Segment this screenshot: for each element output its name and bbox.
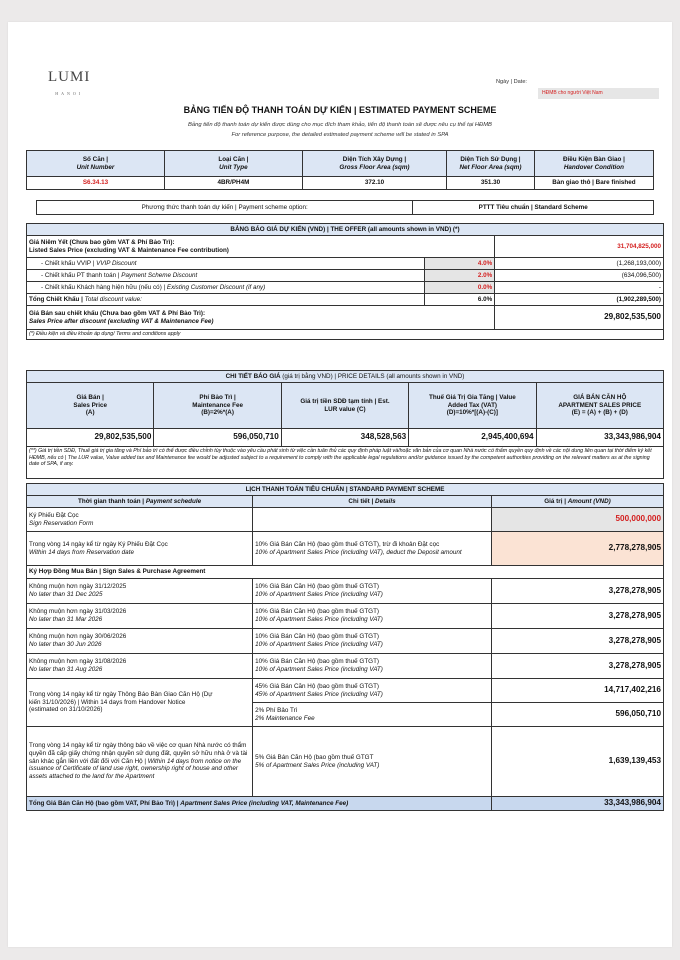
listed-price-value: 31,704,825,000 — [495, 236, 664, 258]
total-discount-label: Tổng Chiết Khấu | Total discount value: — [27, 294, 425, 306]
deposit-detail — [253, 508, 492, 532]
discount-row — [27, 258, 664, 270]
deposit-time: Ký Phiếu Đặt Cọc Sign Reservation Form — [27, 508, 253, 532]
price-details-columns — [27, 383, 664, 429]
discount-label: - Chiết khấu PT thanh toán | Payment Scheme Discount — [27, 270, 425, 282]
page-title: BẢNG TIẾN ĐỘ THANH TOÁN DỰ KIẾN | ESTIMATED PAYMENT SCHEME — [183, 105, 497, 115]
date-value: HĐMB cho người Việt Nam — [538, 88, 659, 99]
handover-row — [27, 679, 664, 703]
gross-area-header: Diện Tích Xây Dựng | Gross Floor Area (sqm) — [302, 151, 446, 177]
schedule-value-header: Giá trị | Amount (VND) — [492, 496, 664, 508]
certificate-detail: 5% Giá Bán Căn Hộ (bao gồm thuế GTGT 5% of Apartment Sales Price (including VAT) — [253, 727, 492, 797]
handover-condition-header: Điều Kiện Bàn Giao | Handover Condition — [534, 151, 653, 177]
deposit-value: 500,000,000 — [492, 508, 664, 532]
reference-note-vi: Bảng tiến độ thanh toán dự kiến được dùng cho mục đích tham khảo, tiến độ thanh toán sẽ được nêu cụ thể tại HĐMB — [188, 122, 492, 128]
after-discount-label: Giá Bán sau chiết khấu (Chưa bao gồm VAT & Phí Bảo Trì): Sales Price after discount (excluding VAT & Maintenance Fee) — [27, 306, 495, 330]
grand-total-value: 33,343,986,904 — [492, 797, 664, 811]
installment-detail: 10% Giá Bán Căn Hộ (bao gồm thuế GTGT) 10% of Apartment Sales Price (including VAT) — [253, 654, 492, 679]
sales-price-value: 29,802,535,500 — [27, 429, 154, 447]
sales-price-header: Giá Bán | Sales Price (A) — [27, 383, 154, 429]
net-area-header: Diện Tích Sử Dụng | Net Floor Area (sqm) — [447, 151, 535, 177]
scheme-option-table — [36, 200, 654, 215]
grand-total-label: Tổng Giá Bán Căn Hộ (bao gồm VAT, Phí Bảo Trì) | Apartment Sales Price (including VAT, Maintenance Fee) — [27, 797, 492, 811]
spa-installment-row — [27, 604, 664, 629]
installment-detail: 10% Giá Bán Căn Hộ (bao gồm thuế GTGT) 10% of Apartment Sales Price (including VAT) — [253, 604, 492, 629]
price-details-header: CHI TIẾT BÁO GIÁ (giá trị bằng VND) | PRICE DETAILS (all amounts shown in VND) — [27, 371, 664, 383]
lur-value-header: Giá trị tiền SDĐ tạm tính | Est. LUR value (C) — [281, 383, 408, 429]
price-details-footnote: (**) Giá trị tiền SDĐ, Thuế giá trị gia tăng và Phí bảo trì có thể được điều chỉnh tùy thuộc vào yêu cầu phát sinh từ việc cần tuân thủ các quy định pháp luật và/hoặc văn bản của cơ quan Nhà nước có thẩm quyền quy định về các nội dung liên quan tại thời điểm ký kết HĐMB, nếu có | The LUR value, Value added tax and Maintenance fee would be adjusted subject to a requirement to comply with the applicable legal regulations and/or guidance issued by the competent authorities providing on the relevant matters as at the signing date of SPA, if any. — [27, 447, 664, 479]
discount-percent: 4.0% — [425, 258, 495, 270]
unit-value-row — [27, 177, 654, 190]
vat-value: 2,945,400,694 — [409, 429, 536, 447]
schedule-header: LỊCH THANH TOÁN TIÊU CHUẨN | STANDARD PAYMENT SCHEME — [27, 484, 664, 496]
discount-value: (634,096,500) — [495, 270, 664, 282]
maintenance-fee-value: 596,050,710 — [154, 429, 281, 447]
price-details-values — [27, 429, 664, 447]
handover-condition: Bàn giao thô | Bare finished — [534, 177, 653, 190]
apartment-sales-price-value: 33,343,986,904 — [536, 429, 663, 447]
total-discount-value: (1,902,289,500) — [495, 294, 664, 306]
discount-percent: 0.0% — [425, 282, 495, 294]
discount-label: - Chiết khấu VVIP | VVIP Discount — [27, 258, 425, 270]
price-details-table — [26, 370, 664, 479]
discount-percent: 2.0% — [425, 270, 495, 282]
reference-note-en: For reference purpose, the detailed estimated payment scheme will be stated in SPA — [231, 132, 449, 138]
installment-value: 3,278,278,905 — [492, 579, 664, 604]
unit-header-row — [27, 151, 654, 177]
after-discount-value: 29,802,535,500 — [495, 306, 664, 330]
schedule-columns — [27, 496, 664, 508]
listed-price-label: Giá Niêm Yết (Chưa bao gồm VAT & Phí Bảo Trì): Listed Sales Price (excluding VAT & Maintenance Fee contribution) — [27, 236, 495, 258]
installment-value: 3,278,278,905 — [492, 629, 664, 654]
spa-heading: Ký Hợp Đồng Mua Bán | Sign Sales & Purchase Agreement — [27, 566, 664, 579]
installment-time: Không muộn hơn ngày 30/06/2026 No later than 30 Jun 2026 — [27, 629, 253, 654]
deposit-row — [27, 508, 664, 532]
discount-label: - Chiết khấu Khách hàng hiện hữu (nếu có) | Existing Customer Discount (if any) — [27, 282, 425, 294]
listed-price-row — [27, 236, 664, 258]
discount-row — [27, 270, 664, 282]
after-discount-row — [27, 306, 664, 330]
spa-installment-row — [27, 654, 664, 679]
lumi-logo — [48, 68, 90, 96]
discount-value: (1,268,193,000) — [495, 258, 664, 270]
handover-detail: 45% Giá Bán Căn Hộ (bao gồm thuế GTGT) 45% of Apartment Sales Price (including VAT) — [253, 679, 492, 703]
net-area: 351.30 — [447, 177, 535, 190]
spa-installment-row — [27, 579, 664, 604]
vat-header: Thuế Giá Trị Gia Tăng | Value Added Tax (VAT) (D)=10%*[(A)-(C)] — [409, 383, 536, 429]
price-details-header-row — [27, 371, 664, 383]
spa-installment-row — [27, 629, 664, 654]
unit-number-header: Số Căn | Unit Number — [27, 151, 165, 177]
payment-schedule-table — [26, 483, 664, 811]
schedule-detail-header: Chi tiết | Details — [253, 496, 492, 508]
terms-row — [27, 330, 664, 340]
first-payment-time: Trong vòng 14 ngày kể từ ngày Ký Phiếu Đặt Cọc Within 14 days from Reservation date — [27, 532, 253, 566]
apartment-sales-price-header: GIÁ BÁN CĂN HỘ APARTMENT SALES PRICE (E) = (A) + (B) + (D) — [536, 383, 663, 429]
gross-area: 372.10 — [302, 177, 446, 190]
installment-value: 3,278,278,905 — [492, 654, 664, 679]
payment-scheme-sheet — [8, 22, 672, 947]
first-payment-row — [27, 532, 664, 566]
lur-value: 348,528,563 — [281, 429, 408, 447]
discount-value: - — [495, 282, 664, 294]
scheme-option-label: Phương thức thanh toán dự kiến | Payment scheme option: — [37, 201, 413, 215]
installment-time: Không muộn hơn ngày 31/12/2025 No later than 31 Dec 2025 — [27, 579, 253, 604]
unit-type: 4BR/PH4M — [164, 177, 302, 190]
certificate-value: 1,639,139,453 — [492, 727, 664, 797]
certificate-row — [27, 727, 664, 797]
unit-type-header: Loại Căn | Unit Type — [164, 151, 302, 177]
unit-table — [26, 150, 654, 190]
terms-note: (*) Điều kiện và điều khoản áp dụng/ Terms and conditions apply — [27, 330, 664, 340]
logo-text: LUMI — [48, 69, 91, 85]
offer-table — [26, 223, 664, 340]
installment-time: Không muộn hơn ngày 31/08/2026 No later than 31 Aug 2026 — [27, 654, 253, 679]
total-discount-percent: 6.0% — [425, 294, 495, 306]
discount-row — [27, 282, 664, 294]
first-payment-value: 2,778,278,905 — [492, 532, 664, 566]
first-payment-detail: 10% Giá Bán Căn Hộ (bao gồm thuế GTGT), trừ đi khoản Đặt cọc 10% of Apartment Sales Price (including VAT), deduct the Deposit amount — [253, 532, 492, 566]
unit-number: S6.34.13 — [27, 177, 165, 190]
certificate-time: Trong vòng 14 ngày kể từ ngày thông báo về việc cơ quan Nhà nước có thẩm quyền đã cấp giấy chứng nhận quyền sử dụng đất, quyền sở hữu nhà ở và tài sản khác gắn liền với đất đối với Căn Hộ | Within 14 days from notice on the issuance of Certificate of land use right, ownership right of house and other assets attached to the land for the Apartment — [27, 727, 253, 797]
installment-detail: 10% Giá Bán Căn Hộ (bao gồm thuế GTGT) 10% of Apartment Sales Price (including VAT) — [253, 579, 492, 604]
schedule-time-header: Thời gian thanh toán | Payment schedule — [27, 496, 253, 508]
grand-total-row — [27, 797, 664, 811]
handover-value: 14,717,402,216 — [492, 679, 664, 703]
maintenance-detail: 2% Phí Bảo Trì 2% Maintenance Fee — [253, 703, 492, 727]
maintenance-fee-header: Phí Bảo Trì | Maintenance Fee (B)=2%*(A) — [154, 383, 281, 429]
logo-subtitle: HANOI — [55, 90, 84, 96]
scheme-option-value: PTTT Tiêu chuẩn | Standard Scheme — [413, 201, 654, 215]
date-label: Ngày | Date: — [496, 79, 527, 85]
installment-value: 3,278,278,905 — [492, 604, 664, 629]
price-details-footnote-row — [27, 447, 664, 479]
schedule-header-row — [27, 484, 664, 496]
installment-detail: 10% Giá Bán Căn Hộ (bao gồm thuế GTGT) 10% of Apartment Sales Price (including VAT) — [253, 629, 492, 654]
maintenance-value: 596,050,710 — [492, 703, 664, 727]
spa-heading-row — [27, 566, 664, 579]
installment-time: Không muộn hơn ngày 31/03/2026 No later than 31 Mar 2026 — [27, 604, 253, 629]
offer-header-row — [27, 224, 664, 236]
total-discount-row — [27, 294, 664, 306]
handover-time: Trong vòng 14 ngày kể từ ngày Thông Báo Bàn Giao Căn Hộ (Dự kiến 31/10/2026) | Within 14 days from Handover Notice (estimated on 31/10/2026) — [27, 679, 253, 727]
offer-header: BẢNG BÁO GIÁ DỰ KIẾN (VND) | THE OFFER (all amounts shown in VND) (*) — [27, 224, 664, 236]
